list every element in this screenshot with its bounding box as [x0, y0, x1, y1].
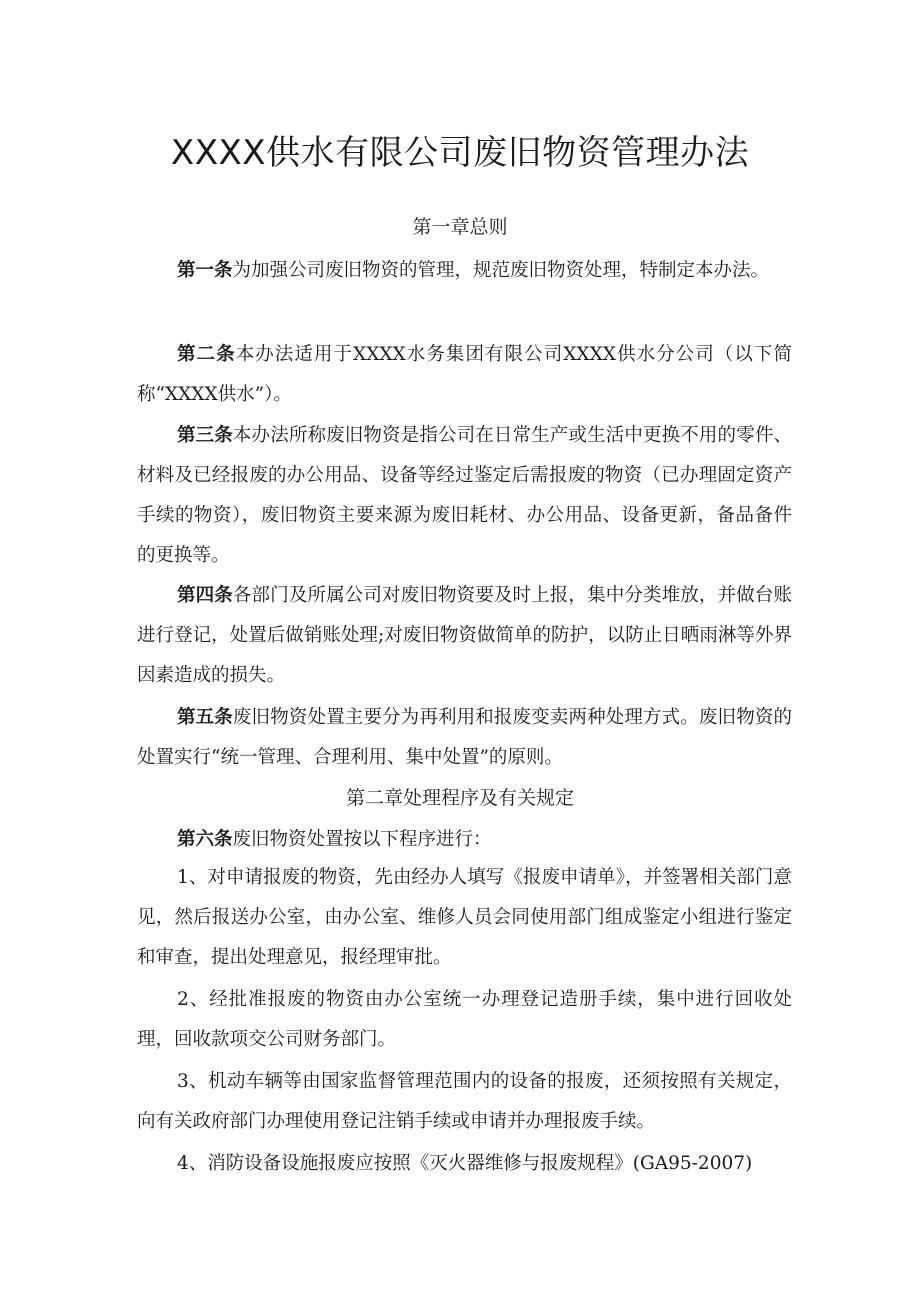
- article-1: [137, 251, 792, 291]
- article-1-text: 为加强公司废旧物资的管理，规范废旧物资处理，特制定本办法。: [232, 260, 770, 281]
- article-2-text: 本办法适用于XXXX水务集团有限公司XXXX供水分公司（以下简称“XXXX供水”）。: [137, 344, 792, 405]
- article-2: [137, 335, 792, 415]
- chapter-2-heading: 第二章处理程序及有关规定: [345, 787, 574, 809]
- procedure-item-3: 3、机动车辆等由国家监督管理范围内的设备的报废，还须按照有关规定，向有关政府部门办理使用登记注销手续或申请并办理报废手续。: [137, 1071, 792, 1132]
- article-5: [137, 698, 792, 778]
- article-6: [137, 820, 792, 860]
- article-4: [137, 576, 792, 696]
- article-5-text: 废旧物资处置主要分为再利用和报废变卖两种处理方式。废旧物资的处置实行“统一管理、合理利用、集中处置”的原则。: [137, 707, 792, 768]
- article-3: [137, 416, 792, 576]
- chapter-1-heading: 第一章总则: [412, 216, 508, 238]
- article-1-label: 第一条: [177, 260, 233, 281]
- article-3-text: 本办法所称废旧物资是指公司在日常生产或生活中更换不用的零件、材料及已经报废的办公用品、设备等经过鉴定后需报废的物资（已办理固定资产手续的物资），废旧物资主要来源为废旧耗材、办公用品、设备更新，备品备件的更换等。: [137, 425, 792, 566]
- article-4-label: 第四条: [177, 585, 233, 606]
- article-6-text: 废旧物资处置按以下程序进行：: [232, 829, 492, 850]
- article-6-label: 第六条: [177, 829, 233, 850]
- document-title: XXXX供水有限公司废旧物资管理办法: [170, 133, 750, 173]
- article-3-label: 第三条: [177, 425, 233, 446]
- article-5-label: 第五条: [177, 707, 233, 728]
- article-4-text: 各部门及所属公司对废旧物资要及时上报，集中分类堆放，并做台账进行登记，处置后做销账处理;对废旧物资做简单的防护，以防止日晒雨淋等外界因素造成的损失。: [137, 585, 792, 686]
- article-2-label: 第二条: [177, 344, 236, 365]
- procedure-item-2: 2、经批准报废的物资由办公室统一办理登记造册手续，集中进行回收处理，回收款项交公司财务部门。: [137, 989, 792, 1050]
- procedure-item-4: 4、消防设备设施报废应按照《灭火器维修与报废规程》(GA95-2007): [177, 1153, 753, 1174]
- procedure-item-1: 1、对申请报废的物资，先由经办人填写《报废申请单》，并签署相关部门意见，然后报送办公室，由办公室、维修人员会同使用部门组成鉴定小组进行鉴定和审查，提出处理意见，报经理审批。: [137, 867, 792, 968]
